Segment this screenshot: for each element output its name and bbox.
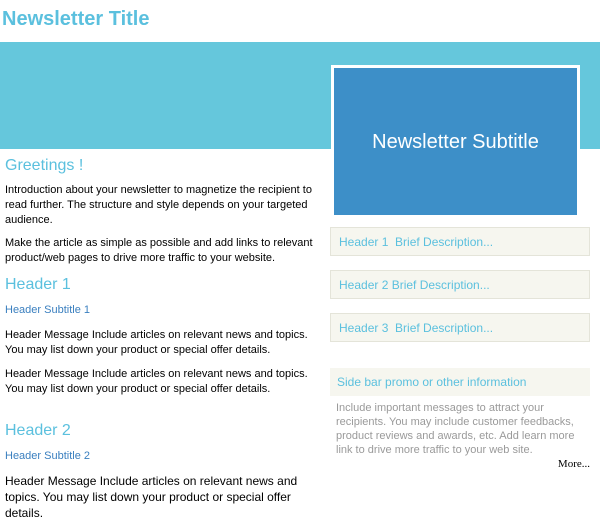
- section-subtitle: Header Subtitle 2: [5, 450, 90, 462]
- more-link[interactable]: More...: [557, 458, 590, 470]
- greeting-heading: Greetings !: [5, 157, 84, 174]
- newsletter-subtitle: Newsletter Subtitle: [372, 130, 539, 153]
- sidebar-item-header-1[interactable]: [330, 227, 590, 256]
- section-message: Header Message Include articles on relevant news and topics. You may list down your product or special offer details.: [5, 474, 298, 520]
- section-subtitle: Header Subtitle 1: [5, 304, 90, 316]
- sidebar-item-label: Header 1 Brief Description...: [339, 234, 494, 249]
- intro-paragraph: Make the article as simple as possible and add links to relevant product/web pages to drive more traffic to your website.: [5, 237, 313, 264]
- section-header: Header 2: [5, 422, 71, 439]
- intro-paragraph: Introduction about your newsletter to magnetize the recipient to read further. The structure and style depends on your targeted audience.: [5, 184, 312, 226]
- newsletter-subtitle-box: [331, 65, 580, 218]
- section-message: Header Message Include articles on relevant news and topics. You may list down your product or special offer details.: [5, 368, 308, 395]
- sidebar-item-label: Header 3 Brief Description...: [339, 320, 494, 335]
- sidebar-item-header-2[interactable]: [330, 270, 590, 299]
- section-header: Header 1: [5, 276, 71, 293]
- promo-title-label: Side bar promo or other information: [337, 375, 527, 389]
- sidebar-item-header-3[interactable]: [330, 313, 590, 342]
- newsletter-title: Newsletter Title: [2, 8, 150, 30]
- sidebar-item-label: Header 2 Brief Description...: [339, 277, 490, 292]
- sidebar-promo-title: [330, 368, 590, 396]
- section-message: Header Message Include articles on relevant news and topics. You may list down your product or special offer details.: [5, 329, 308, 356]
- sidebar-promo-text: Include important messages to attract your recipients. You may include customer feedbacks, product reviews and awards, etc. Add learn more link to drive more traffic to your web site.: [336, 402, 575, 456]
